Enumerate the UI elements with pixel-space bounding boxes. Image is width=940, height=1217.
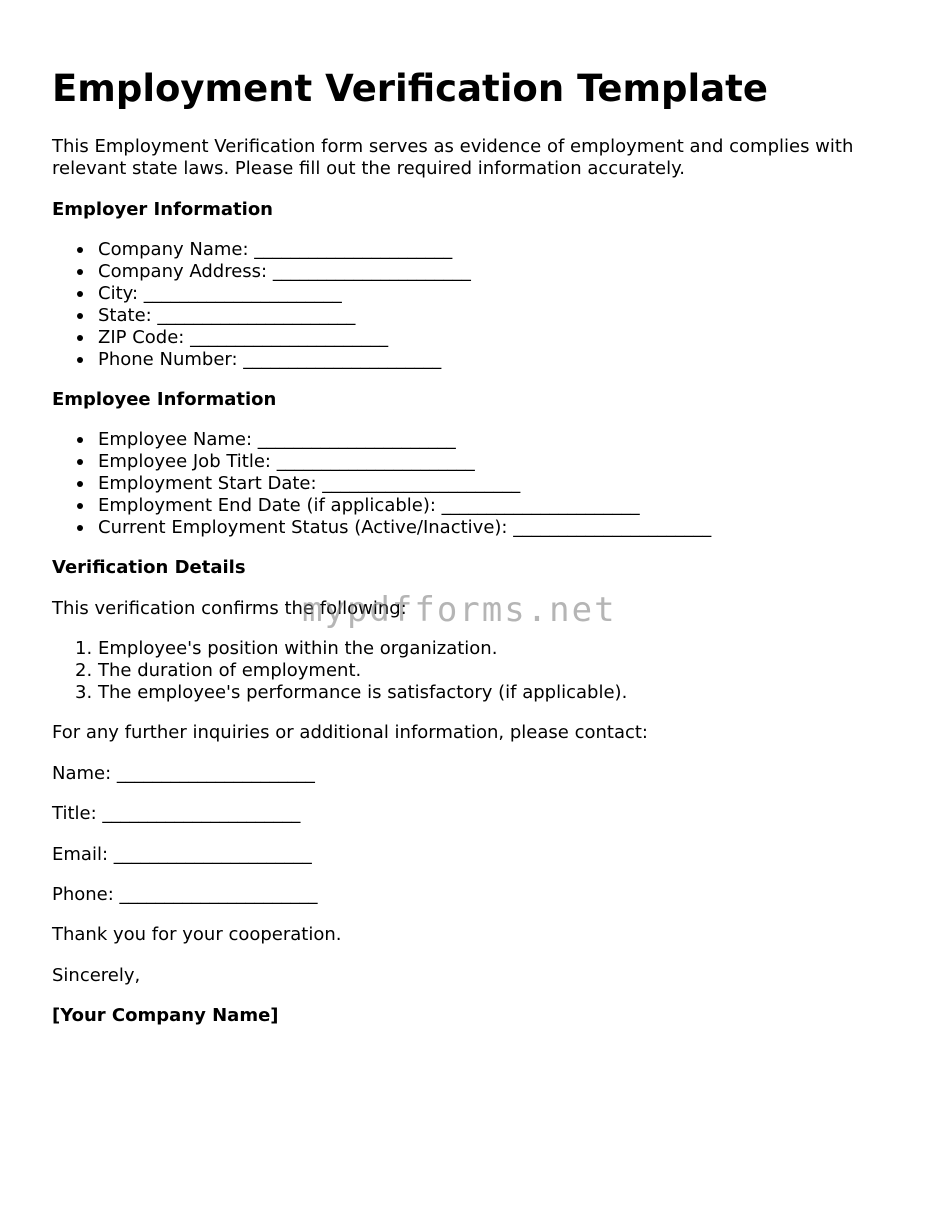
employee-heading: Employee Information [52,389,277,410]
verification-list [52,638,627,704]
list-number: 1. [75,638,93,659]
sincerely-line: Sincerely, [52,965,141,986]
list-number: 2. [75,660,93,681]
list-item: Employee Job Title: ______________________ [52,451,711,473]
thanks-line: Thank you for your cooperation. [52,924,342,945]
list-item [52,660,627,682]
employer-heading: Employer Information [52,199,274,220]
list-item: Employment Start Date: ______________________ [52,473,711,495]
list-item [52,638,627,660]
list-text: The employee's performance is satisfactory (if applicable). [98,682,628,703]
contact-title-line: Title: ______________________ [52,803,301,824]
list-number: 3. [75,682,93,703]
list-text: Employee's position within the organization. [98,638,498,659]
list-item: City: ______________________ [52,283,471,305]
contact-phone-line: Phone: ______________________ [52,884,318,905]
page-title: Employment Verification Template [52,67,768,110]
company-signature: [Your Company Name] [52,1005,279,1026]
list-item: Company Name: ______________________ [52,239,471,261]
list-item: Company Address: ______________________ [52,261,471,283]
employer-list [52,239,471,371]
list-text: The duration of employment. [98,660,362,681]
verification-heading: Verification Details [52,557,246,578]
verification-lead: This verification confirms the following: [52,598,407,619]
list-item: ZIP Code: ______________________ [52,327,471,349]
watermark: mypdfforms.net [302,590,617,630]
intro-paragraph: This Employment Verification form serves as evidence of employment and complies with relevant state laws. Please fill out the required information accurately. [52,136,854,179]
contact-email-line: Email: ______________________ [52,844,312,865]
list-item [52,682,627,704]
list-item: Employee Name: ______________________ [52,429,711,451]
contact-name-line: Name: ______________________ [52,763,315,784]
list-item: Current Employment Status (Active/Inactive): ______________________ [52,517,711,539]
list-item: Employment End Date (if applicable): ______________________ [52,495,711,517]
employee-list [52,429,711,539]
list-item: State: ______________________ [52,305,471,327]
contact-lead: For any further inquiries or additional information, please contact: [52,722,648,743]
list-item: Phone Number: ______________________ [52,349,471,371]
